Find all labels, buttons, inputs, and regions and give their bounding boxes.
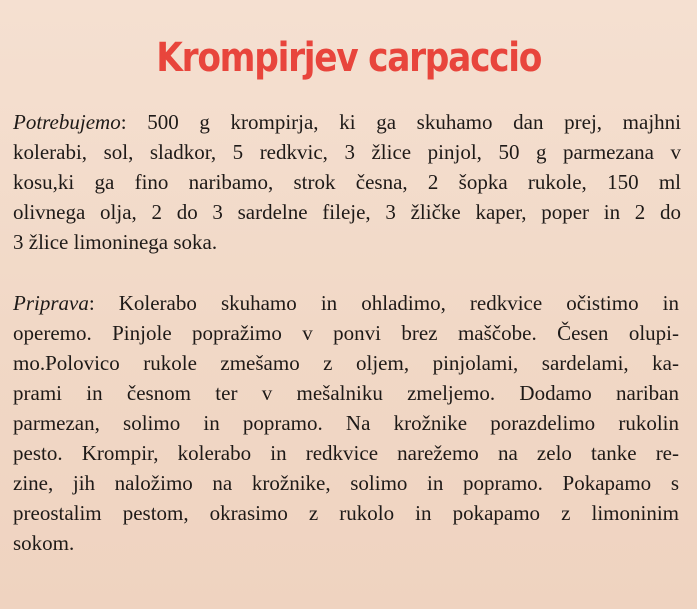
preparation-line-3: mo.Polovico rukole zmešamo z oljem, pinjolami, sardelami, ka- [13, 351, 679, 375]
ingredients-text: : 500 g krompirja, ki ga skuhamo dan prej, majhni [120, 110, 681, 134]
ingredients-label: Potrebujemo [13, 110, 121, 134]
preparation-line-5: parmezan, solimo in popramo. Na krožnike porazdelimo rukolin [13, 411, 679, 435]
ingredients-line-3: kosu,ki ga fino naribamo, strok česna, 2 šopka rukole, 150 ml [13, 170, 681, 194]
ingredients-paragraph [13, 107, 681, 257]
preparation-line-9: sokom. [13, 531, 75, 555]
ingredients-line-2: kolerabi, sol, sladkor, 5 redkvic, 3 žlice pinjol, 50 g parmezana v [13, 140, 681, 164]
preparation-line-7: zine, jih naložimo na krožnike, solimo in popramo. Pokapamo s [13, 471, 679, 495]
recipe-title: Krompirjev carpaccio [156, 35, 542, 81]
preparation-line-4: prami in česnom ter v mešalniku zmeljemo. Dodamo nariban [13, 381, 679, 405]
preparation-paragraph [13, 288, 679, 558]
preparation-line-8: preostalim pestom, okrasimo z rukolo in pokapamo z limoninim [13, 501, 679, 525]
ingredients-line-1 [13, 107, 681, 137]
preparation-line-6: pesto. Krompir, kolerabo in redkvice narežemo na zelo tanke re- [13, 441, 679, 465]
preparation-label: Priprava [13, 291, 89, 315]
preparation-line-2: operemo. Pinjole popražimo v ponvi brez maščobe. Česen olupi- [13, 321, 679, 345]
preparation-line-1 [13, 288, 679, 318]
preparation-text: : Kolerabo skuhamo in ohladimo, redkvice očistimo in [88, 291, 679, 315]
ingredients-line-4: olivnega olja, 2 do 3 sardelne fileje, 3 žličke kaper, poper in 2 do [13, 200, 681, 224]
ingredients-line-5: 3 žlice limoninega soka. [13, 230, 218, 254]
